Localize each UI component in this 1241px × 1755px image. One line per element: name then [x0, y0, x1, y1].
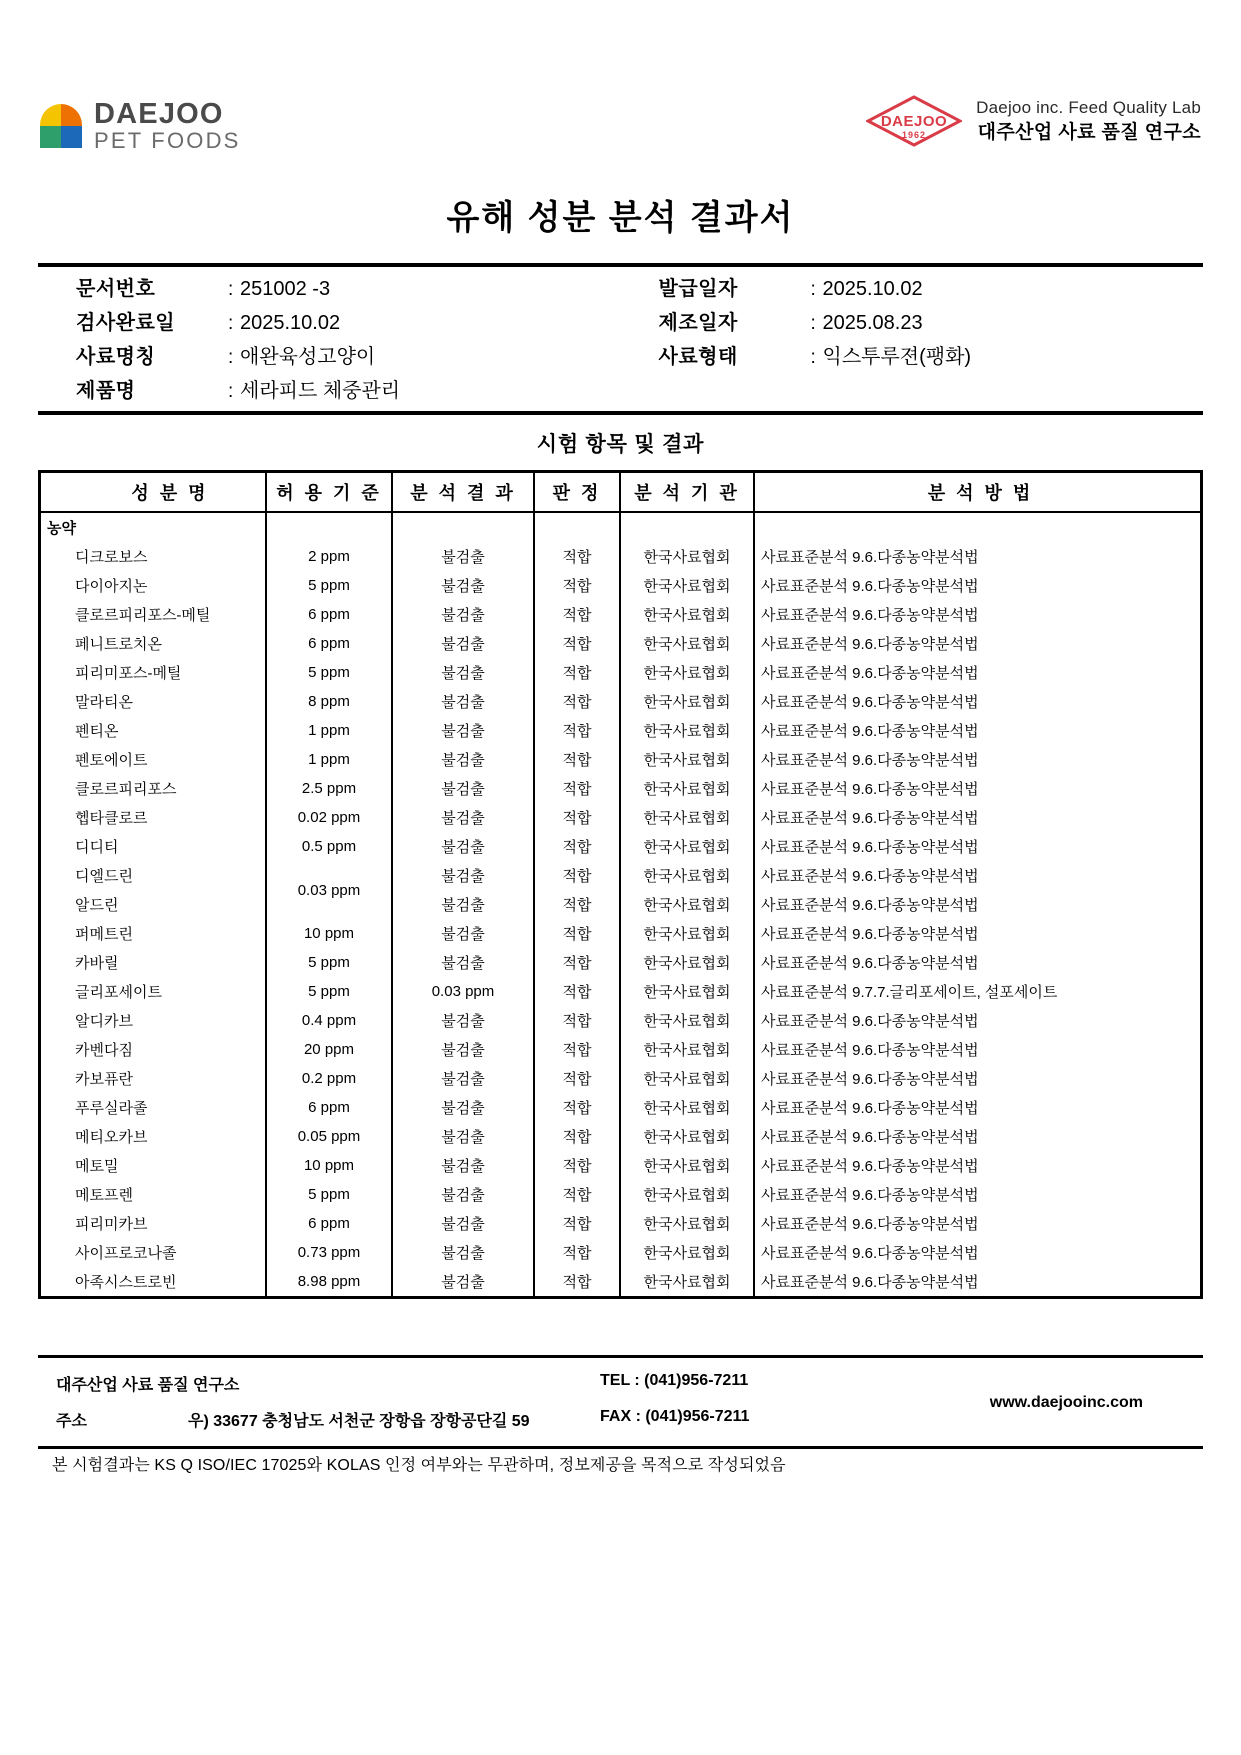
cell-result: 불검출 [392, 774, 534, 803]
info-colon: : [228, 313, 234, 334]
group-row-spacer [392, 512, 534, 542]
info-value: 애완육성고양이 [240, 346, 376, 368]
cell-result: 불검출 [392, 1035, 534, 1064]
footer-note: 본 시험결과는 KS Q ISO/IEC 17025와 KOLAS 인정 여부와는 무관하며, 정보제공을 목적으로 작성되었음 [52, 1457, 786, 1474]
cell-limit: 0.73 ppm [266, 1238, 392, 1267]
cell-method: 사료표준분석 9.6.다종농약분석법 [754, 600, 1202, 629]
cell-judgement: 적합 [534, 1122, 620, 1151]
table-row [40, 600, 1202, 629]
table-row [40, 716, 1202, 745]
svg-text:1962: 1962 [902, 130, 927, 140]
table-row [40, 1267, 1202, 1298]
info-column-left [38, 272, 621, 408]
divider-top [38, 263, 1203, 267]
group-label-pesticides: 농약 [40, 512, 267, 542]
cell-organization: 한국사료협회 [620, 803, 754, 832]
cell-limit: 0.05 ppm [266, 1122, 392, 1151]
cell-component-name: 디엘드린 [40, 861, 267, 890]
info-row-left-1 [38, 306, 621, 340]
info-column-right [621, 272, 1204, 408]
cell-limit: 10 ppm [266, 919, 392, 948]
cell-judgement: 적합 [534, 948, 620, 977]
table-row [40, 629, 1202, 658]
cell-judgement: 적합 [534, 832, 620, 861]
cell-judgement: 적합 [534, 1238, 620, 1267]
cell-judgement: 적합 [534, 1180, 620, 1209]
cell-limit: 1 ppm [266, 716, 392, 745]
info-value: 세라피드 체중관리 [240, 380, 401, 402]
cell-method: 사료표준분석 9.6.다종농약분석법 [754, 745, 1202, 774]
cell-result: 불검출 [392, 861, 534, 890]
cell-component-name: 아족시스트로빈 [40, 1267, 267, 1298]
cell-component-name: 사이프로코나졸 [40, 1238, 267, 1267]
cell-organization: 한국사료협회 [620, 542, 754, 571]
cell-organization: 한국사료협회 [620, 687, 754, 716]
results-table-head [40, 472, 1202, 513]
col-header-limit: 허 용 기 준 [266, 472, 392, 513]
cell-judgement: 적합 [534, 890, 620, 919]
cell-limit: 6 ppm [266, 600, 392, 629]
cell-judgement: 적합 [534, 861, 620, 890]
cell-component-name: 디디티 [40, 832, 267, 861]
cell-method: 사료표준분석 9.6.다종농약분석법 [754, 1151, 1202, 1180]
info-label: 검사완료일 [76, 312, 176, 334]
cell-method: 사료표준분석 9.6.다종농약분석법 [754, 803, 1202, 832]
logo-quadrant-yellow [40, 104, 61, 126]
info-label: 사료형태 [658, 346, 738, 368]
cell-organization: 한국사료협회 [620, 861, 754, 890]
cell-result: 불검출 [392, 1180, 534, 1209]
info-row-left-2 [38, 340, 621, 374]
cell-result: 불검출 [392, 1267, 534, 1298]
info-label: 문서번호 [76, 278, 156, 300]
cell-judgement: 적합 [534, 1209, 620, 1238]
table-row [40, 919, 1202, 948]
cell-organization: 한국사료협회 [620, 1064, 754, 1093]
cell-organization: 한국사료협회 [620, 716, 754, 745]
cell-component-name: 클로르피리포스-메틸 [40, 600, 267, 629]
cell-limit: 6 ppm [266, 1093, 392, 1122]
info-label: 제품명 [76, 380, 136, 402]
footer-website[interactable]: www.daejooinc.com [989, 1394, 1143, 1411]
daejoo-seal-icon [866, 95, 962, 147]
table-row [40, 774, 1202, 803]
cell-organization: 한국사료협회 [620, 600, 754, 629]
cell-limit: 0.5 ppm [266, 832, 392, 861]
table-row [40, 1093, 1202, 1122]
cell-organization: 한국사료협회 [620, 571, 754, 600]
table-row [40, 658, 1202, 687]
cell-component-name: 메토밀 [40, 1151, 267, 1180]
cell-judgement: 적합 [534, 542, 620, 571]
cell-component-name: 카벤다짐 [40, 1035, 267, 1064]
cell-method: 사료표준분석 9.6.다종농약분석법 [754, 861, 1202, 890]
brand-wordmark [94, 100, 241, 152]
cell-method: 사료표준분석 9.6.다종농약분석법 [754, 629, 1202, 658]
footer-fax: FAX : (041)956-7211 [600, 1408, 750, 1425]
group-row-spacer [266, 512, 392, 542]
cell-result: 불검출 [392, 890, 534, 919]
table-header-row [40, 472, 1202, 513]
lab-name-english: Daejoo inc. Feed Quality Lab [976, 97, 1201, 117]
cell-organization: 한국사료협회 [620, 919, 754, 948]
cell-organization: 한국사료협회 [620, 832, 754, 861]
cell-result: 불검출 [392, 1006, 534, 1035]
col-header-org: 분 석 기 관 [620, 472, 754, 513]
info-value: 2025.08.23 [822, 312, 923, 334]
footer-address-value: 우) 33677 충청남도 서천군 장항읍 장항공단길 59 [188, 1413, 530, 1430]
group-row-spacer [534, 512, 620, 542]
table-row [40, 1035, 1202, 1064]
cell-organization: 한국사료협회 [620, 1093, 754, 1122]
cell-judgement: 적합 [534, 919, 620, 948]
info-row-left-0 [38, 272, 621, 306]
col-header-result: 분 석 결 과 [392, 472, 534, 513]
cell-result: 불검출 [392, 803, 534, 832]
info-colon: : [810, 313, 816, 334]
cell-method: 사료표준분석 9.6.다종농약분석법 [754, 948, 1202, 977]
logo-quadrant-green [40, 126, 61, 148]
cell-component-name: 메티오카브 [40, 1122, 267, 1151]
cell-component-name: 헵타클로르 [40, 803, 267, 832]
cell-limit: 0.02 ppm [266, 803, 392, 832]
results-table-body [40, 512, 1202, 1298]
col-header-judgement: 판 정 [534, 472, 620, 513]
table-row [40, 542, 1202, 571]
cell-organization: 한국사료협회 [620, 977, 754, 1006]
cell-result: 불검출 [392, 542, 534, 571]
cell-organization: 한국사료협회 [620, 1151, 754, 1180]
cell-result: 불검출 [392, 1151, 534, 1180]
cell-limit: 5 ppm [266, 1180, 392, 1209]
divider-middle [38, 411, 1203, 415]
cell-result: 불검출 [392, 1093, 534, 1122]
cell-method: 사료표준분석 9.6.다종농약분석법 [754, 832, 1202, 861]
table-row [40, 1006, 1202, 1035]
cell-method: 사료표준분석 9.6.다종농약분석법 [754, 1035, 1202, 1064]
table-group-row [40, 512, 1202, 542]
table-row [40, 890, 1202, 919]
cell-judgement: 적합 [534, 1093, 620, 1122]
cell-method: 사료표준분석 9.6.다종농약분석법 [754, 687, 1202, 716]
cell-organization: 한국사료협회 [620, 1267, 754, 1298]
cell-judgement: 적합 [534, 687, 620, 716]
cell-component-name: 피리미포스-메틸 [40, 658, 267, 687]
cell-result: 불검출 [392, 745, 534, 774]
info-row-left-3 [38, 374, 621, 408]
cell-component-name: 말라티온 [40, 687, 267, 716]
table-row [40, 1180, 1202, 1209]
document-info [38, 272, 1203, 408]
cell-result: 불검출 [392, 716, 534, 745]
info-colon: : [810, 347, 816, 368]
info-label: 발급일자 [658, 278, 738, 300]
cell-component-name: 알드린 [40, 890, 267, 919]
cell-result: 불검출 [392, 919, 534, 948]
daejoo-pet-foods-logo [40, 100, 241, 152]
table-row [40, 1151, 1202, 1180]
cell-method: 사료표준분석 9.6.다종농약분석법 [754, 1209, 1202, 1238]
cell-method: 사료표준분석 9.6.다종농약분석법 [754, 919, 1202, 948]
lab-identity [866, 95, 1201, 147]
svg-text:DAEJOO: DAEJOO [880, 113, 948, 130]
cell-component-name: 클로르피리포스 [40, 774, 267, 803]
cell-limit: 5 ppm [266, 571, 392, 600]
cell-limit: 0.4 ppm [266, 1006, 392, 1035]
cell-result: 불검출 [392, 1122, 534, 1151]
logo-quadrant-blue [61, 126, 82, 148]
table-row [40, 1238, 1202, 1267]
results-table-wrapper [38, 470, 1203, 1299]
cell-result: 불검출 [392, 948, 534, 977]
cell-method: 사료표준분석 9.6.다종농약분석법 [754, 1064, 1202, 1093]
cell-organization: 한국사료협회 [620, 1122, 754, 1151]
cell-organization: 한국사료협회 [620, 658, 754, 687]
cell-judgement: 적합 [534, 716, 620, 745]
page-header [40, 95, 1201, 165]
cell-component-name: 카보퓨란 [40, 1064, 267, 1093]
cell-limit: 20 ppm [266, 1035, 392, 1064]
cell-organization: 한국사료협회 [620, 1006, 754, 1035]
cell-judgement: 적합 [534, 1035, 620, 1064]
cell-result: 불검출 [392, 687, 534, 716]
cell-judgement: 적합 [534, 1064, 620, 1093]
footer-telephone: TEL : (041)956-7211 [600, 1372, 749, 1389]
cell-result: 불검출 [392, 832, 534, 861]
cell-limit: 5 ppm [266, 948, 392, 977]
info-colon: : [228, 381, 234, 402]
info-value: 익스투루젼(팽화) [822, 346, 972, 368]
col-header-component: 성 분 명 [40, 472, 267, 513]
cell-component-name: 메토프렌 [40, 1180, 267, 1209]
cell-judgement: 적합 [534, 600, 620, 629]
cell-judgement: 적합 [534, 1151, 620, 1180]
cell-component-name: 펜티온 [40, 716, 267, 745]
cell-component-name: 글리포세이트 [40, 977, 267, 1006]
info-label: 사료명칭 [76, 346, 156, 368]
cell-judgement: 적합 [534, 745, 620, 774]
cell-limit: 6 ppm [266, 629, 392, 658]
table-row [40, 861, 1202, 890]
table-row [40, 977, 1202, 1006]
cell-judgement: 적합 [534, 1006, 620, 1035]
cell-limit: 5 ppm [266, 977, 392, 1006]
cell-result: 불검출 [392, 1238, 534, 1267]
brand-name: DAEJOO [94, 98, 224, 130]
table-row [40, 687, 1202, 716]
col-header-method: 분 석 방 법 [754, 472, 1202, 513]
table-row [40, 1209, 1202, 1238]
cell-component-name: 알디카브 [40, 1006, 267, 1035]
cell-limit: 8.98 ppm [266, 1267, 392, 1298]
cell-judgement: 적합 [534, 658, 620, 687]
cell-method: 사료표준분석 9.6.다종농약분석법 [754, 658, 1202, 687]
table-row [40, 803, 1202, 832]
cell-organization: 한국사료협회 [620, 1209, 754, 1238]
cell-result: 불검출 [392, 571, 534, 600]
cell-component-name: 카바릴 [40, 948, 267, 977]
cell-method: 사료표준분석 9.6.다종농약분석법 [754, 1238, 1202, 1267]
info-value: 2025.10.02 [240, 312, 341, 334]
cell-method: 사료표준분석 9.6.다종농약분석법 [754, 542, 1202, 571]
cell-method: 사료표준분석 9.6.다종농약분석법 [754, 1093, 1202, 1122]
cell-component-name: 펜토에이트 [40, 745, 267, 774]
table-row [40, 745, 1202, 774]
cell-method: 사료표준분석 9.6.다종농약분석법 [754, 1180, 1202, 1209]
cell-organization: 한국사료협회 [620, 629, 754, 658]
cell-organization: 한국사료협회 [620, 890, 754, 919]
table-row [40, 1064, 1202, 1093]
info-row-right-2 [621, 340, 1204, 374]
footer-address-label: 주소 [56, 1413, 87, 1430]
cell-method: 사료표준분석 9.6.다종농약분석법 [754, 890, 1202, 919]
cell-component-name: 페니트로치온 [40, 629, 267, 658]
cell-component-name: 피리미카브 [40, 1209, 267, 1238]
info-row-right-0 [621, 272, 1204, 306]
cell-organization: 한국사료협회 [620, 1238, 754, 1267]
info-colon: : [228, 279, 234, 300]
info-row-right-1 [621, 306, 1204, 340]
table-row [40, 571, 1202, 600]
cell-component-name: 퍼메트린 [40, 919, 267, 948]
footer-box [38, 1355, 1203, 1449]
cell-organization: 한국사료협회 [620, 1035, 754, 1064]
document-title: 유해 성분 분석 결과서 [446, 199, 795, 237]
cell-result: 불검출 [392, 1209, 534, 1238]
cell-method: 사료표준분석 9.6.다종농약분석법 [754, 1122, 1202, 1151]
cell-organization: 한국사료협회 [620, 948, 754, 977]
info-colon: : [228, 347, 234, 368]
quadrant-logo-icon [40, 104, 82, 148]
results-table [38, 470, 1203, 1299]
cell-organization: 한국사료협회 [620, 774, 754, 803]
cell-method: 사료표준분석 9.6.다종농약분석법 [754, 774, 1202, 803]
cell-judgement: 적합 [534, 571, 620, 600]
group-row-spacer [620, 512, 754, 542]
cell-method: 사료표준분석 9.7.7.글리포세이트, 설포세이트 [754, 977, 1202, 1006]
lab-name-block [976, 97, 1201, 146]
info-colon: : [810, 279, 816, 300]
cell-component-name: 다이아지논 [40, 571, 267, 600]
cell-limit: 2 ppm [266, 542, 392, 571]
logo-quadrant-orange [61, 104, 82, 126]
info-label: 제조일자 [658, 312, 738, 334]
cell-result: 불검출 [392, 629, 534, 658]
cell-limit: 1 ppm [266, 745, 392, 774]
cell-method: 사료표준분석 9.6.다종농약분석법 [754, 1006, 1202, 1035]
cell-limit: 10 ppm [266, 1151, 392, 1180]
cell-result: 0.03 ppm [392, 977, 534, 1006]
cell-organization: 한국사료협회 [620, 745, 754, 774]
cell-result: 불검출 [392, 1064, 534, 1093]
cell-limit: 0.03 ppm [266, 861, 392, 919]
group-row-spacer [754, 512, 1202, 542]
brand-subtitle: PET FOODS [94, 127, 241, 153]
cell-judgement: 적합 [534, 977, 620, 1006]
cell-component-name: 푸루실라졸 [40, 1093, 267, 1122]
cell-limit: 6 ppm [266, 1209, 392, 1238]
cell-limit: 2.5 ppm [266, 774, 392, 803]
cell-judgement: 적합 [534, 1267, 620, 1298]
cell-limit: 0.2 ppm [266, 1064, 392, 1093]
table-row [40, 832, 1202, 861]
cell-judgement: 적합 [534, 774, 620, 803]
table-row [40, 948, 1202, 977]
cell-method: 사료표준분석 9.6.다종농약분석법 [754, 571, 1202, 600]
lab-name-korean: 대주산업 사료 품질 연구소 [977, 121, 1201, 143]
cell-method: 사료표준분석 9.6.다종농약분석법 [754, 716, 1202, 745]
cell-judgement: 적합 [534, 629, 620, 658]
cell-result: 불검출 [392, 600, 534, 629]
info-value: 251002 -3 [240, 278, 331, 300]
cell-organization: 한국사료협회 [620, 1180, 754, 1209]
cell-method: 사료표준분석 9.6.다종농약분석법 [754, 1267, 1202, 1298]
footer-lab-name: 대주산업 사료 품질 연구소 [56, 1377, 240, 1394]
section-title: 시험 항목 및 결과 [536, 433, 705, 456]
info-value: 2025.10.02 [822, 278, 923, 300]
cell-limit: 8 ppm [266, 687, 392, 716]
cell-component-name: 디크로보스 [40, 542, 267, 571]
table-row [40, 1122, 1202, 1151]
cell-judgement: 적합 [534, 803, 620, 832]
cell-limit: 5 ppm [266, 658, 392, 687]
cell-result: 불검출 [392, 658, 534, 687]
